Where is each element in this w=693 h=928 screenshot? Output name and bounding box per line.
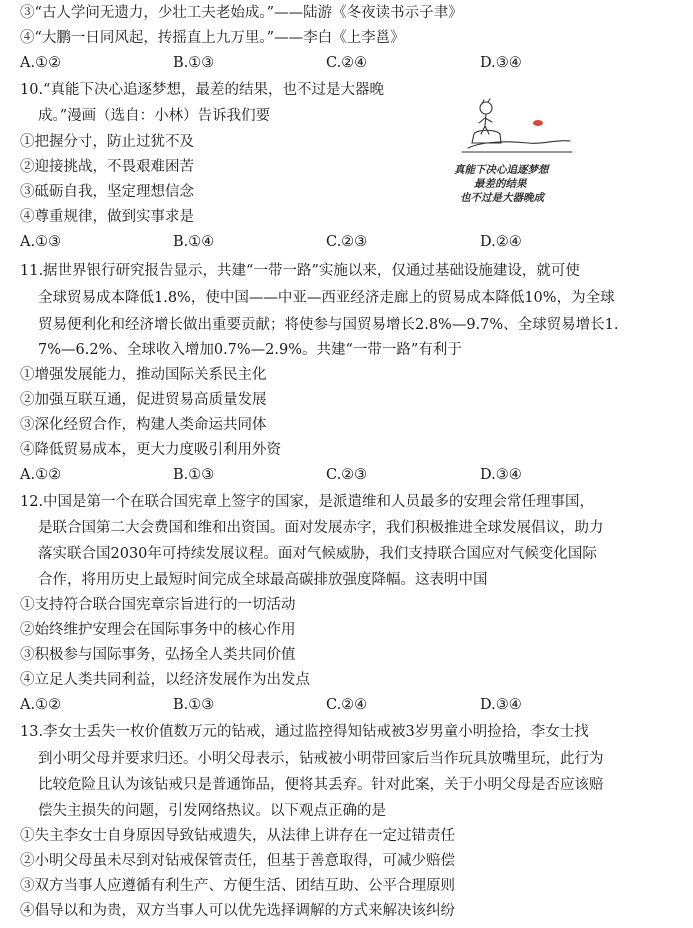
q13-item-2: ②小明父母虽未尽到对钻戒保管责任，但基于善意取得，可减少赔偿 — [20, 853, 455, 869]
option-a: A.①② — [20, 55, 62, 71]
option-c: C.②③ — [326, 234, 368, 250]
option-c: C.②④ — [326, 697, 368, 713]
option-b: B.①③ — [173, 467, 215, 483]
q10-item-1: ①把握分寸，防止过犹不及 — [20, 134, 194, 150]
option-a: A.①② — [20, 467, 62, 483]
q13-stem-line-2: 到小明父母并要求归还。小明父母表示，钻戒被小明带回家后当作玩具放嘴里玩，此行为 — [38, 751, 604, 767]
q10-stem-line-2: 成。”漫画（选自：小林）告诉我们要 — [38, 108, 271, 124]
q12-stem-line-3: 落实联合国2030年可持续发展议程。面对气候威胁，我们支持联合国应对气候变化国际 — [38, 546, 597, 562]
option-a: A.①③ — [20, 234, 62, 250]
q11-stem-line-2: 全球贸易成本降低1.8%，使中国——中亚—西亚经济走廊上的贸易成本降低10%，为全球 — [38, 290, 615, 306]
cartoon-caption-3: 也不过是大器晚成 — [460, 192, 544, 204]
q12-stem-line-2: 是联合国第二大会费国和维和出资国。面对发展赤字，我们积极推进全球发展倡议，助力 — [38, 520, 604, 536]
option-b: B.①③ — [173, 697, 215, 713]
q13-item-1: ①失主李女士自身原因导致钻戒遗失，从法律上讲存在一定过错责任 — [20, 828, 455, 844]
q9-options — [20, 53, 640, 74]
q13-stem-line-3: 比较危险且认为该钻戒只是普通饰品，便将其丢弃。针对此案，关于小明父母是否应该赔 — [38, 777, 604, 793]
option-d: D.②④ — [480, 234, 522, 250]
cartoon-caption-2: 最差的结果 — [474, 178, 527, 190]
sun-icon — [533, 120, 543, 126]
q13-item-3: ③双方当事人应遵循有利生产、方便生活、团结互助、公平合理原则 — [20, 878, 455, 894]
option-b: B.①④ — [173, 234, 215, 250]
q11-item-2: ②加强互联互通，促进贸易高质量发展 — [20, 392, 267, 408]
q9-item-3: ③“古人学问无遗力，少壮工夫老始成。”——陆游《冬夜读书示子聿》 — [20, 5, 463, 21]
q13-options — [20, 903, 640, 924]
cartoon-illustration — [448, 96, 578, 204]
cartoon-drawing — [448, 96, 578, 158]
q11-options — [20, 465, 640, 486]
option-a: A.①② — [20, 697, 62, 713]
q9-item-4: ④“大鹏一日同风起，抟摇直上九万里。”——李白《上李邕》 — [20, 30, 405, 46]
cartoon-caption-1: 真能下决心追逐梦想 — [454, 164, 549, 176]
q10-options — [20, 232, 640, 253]
option-d: D.③④ — [480, 55, 522, 71]
q13-stem-line-1: 13.李女士丢失一枚价值数万元的钻戒，通过监控得知钻戒被3岁男童小明捡拾，李女士找 — [20, 724, 589, 740]
option-c: C.②④ — [326, 55, 368, 71]
q11-item-1: ①增强发展能力，推动国际关系民主化 — [20, 367, 267, 383]
q12-options — [20, 695, 640, 716]
q10-item-2: ②迎接挑战，不畏艰难困苦 — [20, 159, 194, 175]
q12-stem-line-1: 12.中国是第一个在联合国宪章上签字的国家，是派遣维和人员最多的安理会常任理事国， — [20, 494, 595, 510]
q13-item-4: ④倡导以和为贵，双方当事人可以优先选择调解的方式来解决该纠纷 — [20, 903, 455, 919]
q11-stem-line-1: 11.据世界银行研究报告显示，共建“一带一路”实施以来，仅通过基础设施建设，就可使 — [20, 263, 580, 279]
q12-item-1: ①支持符合联合国宪章宗旨进行的一切活动 — [20, 597, 296, 613]
q11-stem-line-3: 贸易便利化和经济增长做出重要贡献；将使参与国贸易增长2.8%—9.7%、全球贸易增长1. — [38, 317, 619, 333]
q10-item-3: ③砥砺自我，坚定理想信念 — [20, 184, 194, 200]
q11-item-4: ④降低贸易成本，更大力度吸引利用外资 — [20, 442, 281, 458]
option-c: C.②③ — [326, 467, 368, 483]
q11-stem-line-4: 7%—6.2%、全球收入增加0.7%—2.9%。共建“一带一路”有利于 — [38, 342, 462, 358]
q12-stem-line-4: 合作，将用历史上最短时间完成全球最高碳排放强度降幅。这表明中国 — [38, 572, 488, 588]
option-d: D.③④ — [480, 697, 522, 713]
q10-item-4: ④尊重规律，做到实事求是 — [20, 209, 194, 225]
q12-item-4: ④立足人类共同利益，以经济发展作为出发点 — [20, 672, 310, 688]
q13-stem-line-4: 偿失主损失的问题，引发网络热议。以下观点正确的是 — [38, 803, 386, 819]
q12-item-2: ②始终维护安理会在国际事务中的核心作用 — [20, 622, 296, 638]
q11-item-3: ③深化经贸合作，构建人类命运共同体 — [20, 417, 267, 433]
option-d: D.③④ — [480, 467, 522, 483]
q12-item-3: ③积极参与国际事务，弘扬全人类共同价值 — [20, 647, 296, 663]
q10-stem-line-1: 10.“真能下决心追逐梦想，最差的结果，也不过是大器晚 — [20, 82, 384, 98]
option-b: B.①③ — [173, 55, 215, 71]
